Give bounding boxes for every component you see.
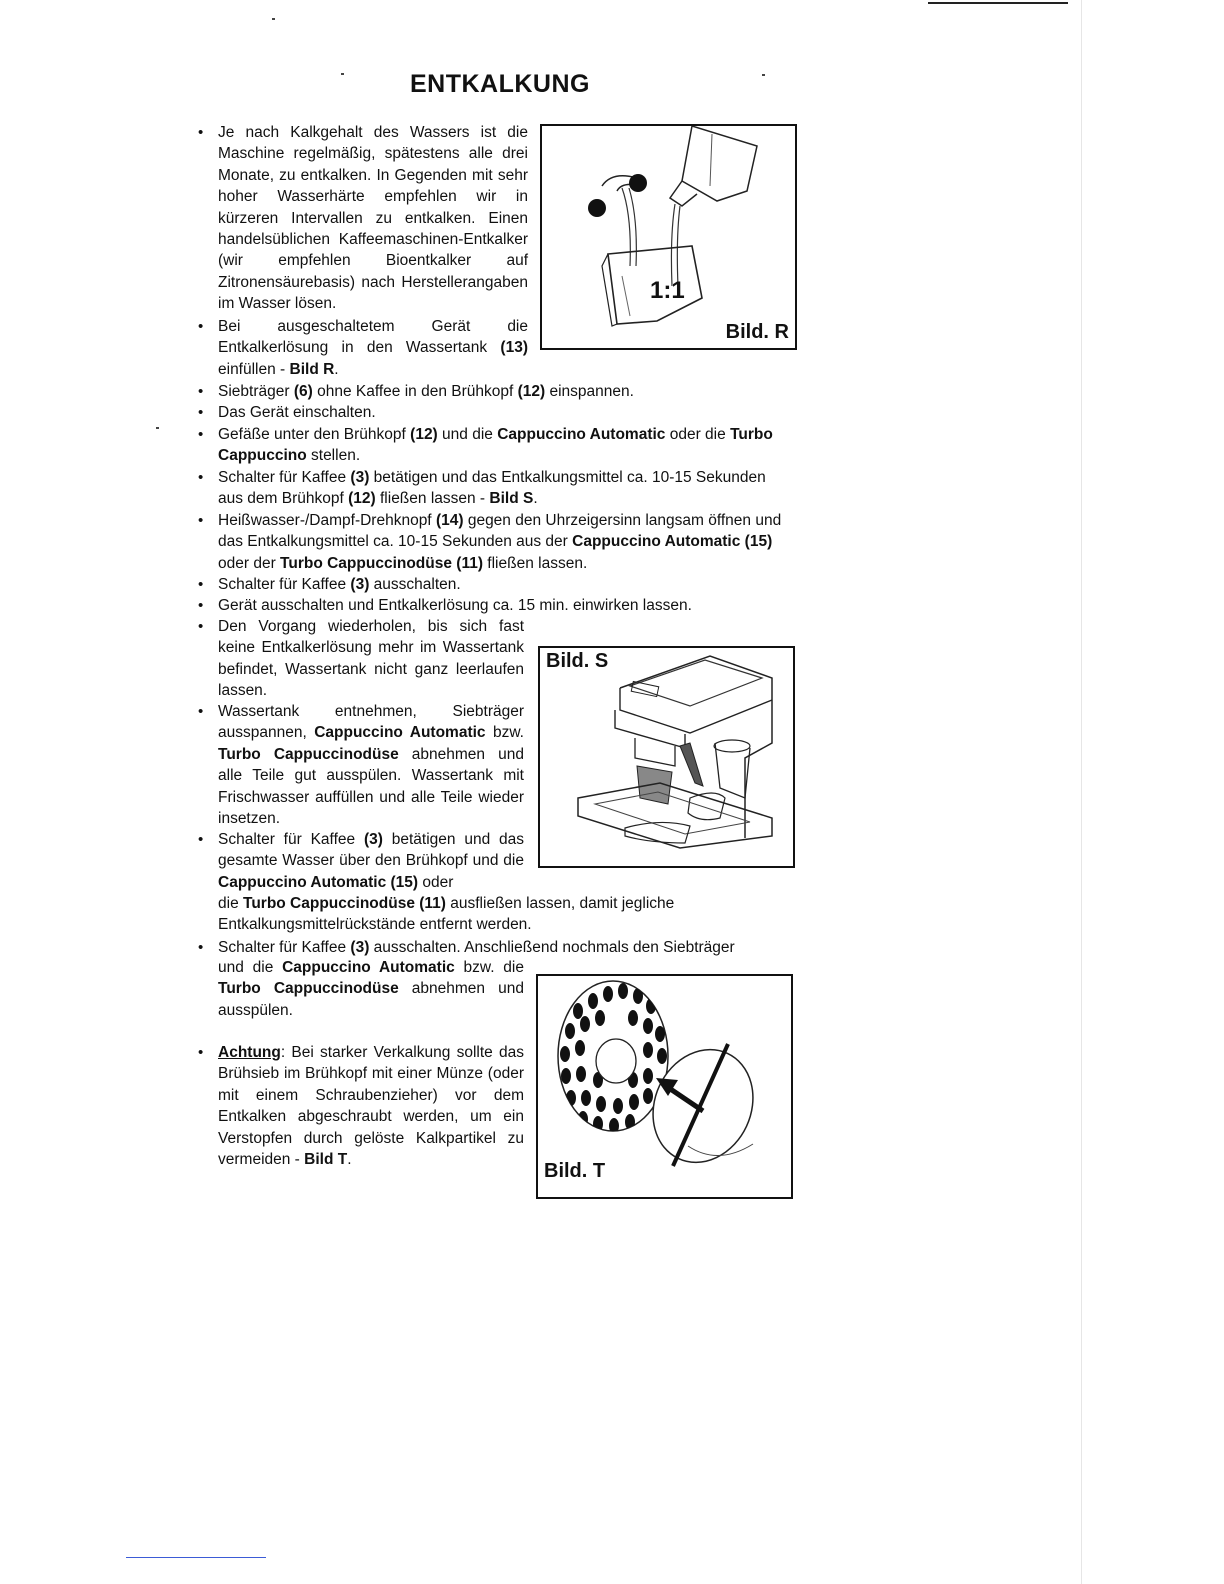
item-text: . [347,1151,352,1169]
page-title: ENTKALKUNG [410,70,590,98]
figure-ref: Bild S [489,490,534,508]
item-ref: (12) [348,490,376,508]
figure-bild-t [536,974,793,1199]
item-text: Den Vorgang wiederholen, bis sich fast keine Entkalkerlösung mehr im Wassertank befindet, Wassertank nicht ganz leerlaufen lassen. [218,618,524,700]
item-ref: Cappuccino Automatic (15) [218,873,419,891]
item-text: Gerät ausschalten und Entkalkerlösung ca. 15 min. einwirken lassen. [218,597,692,614]
item-ref: (13) [500,339,528,357]
item-text: Gefäße unter den Brühkopf [218,426,411,443]
item-ref: (12) [410,426,438,443]
item-text: abnehmen und alle Teile gut ausspülen. Wassertank mit Frischwasser auffüllen und alle Teile wieder insetzen. [218,745,524,828]
item-text: ohne Kaffee in den Brühkopf [312,383,518,400]
item-text: einfüllen - [218,360,290,378]
item-text: ausfließen lassen, damit jegliche Entkalkungsmittelrückstände entfernt werden. [218,895,675,934]
list-item [218,574,793,595]
item-text: oder der [218,554,281,572]
page-edge-line [1081,0,1082,1584]
list-item [218,701,524,829]
list-item [218,381,793,402]
item-text: Schalter für Kaffee [218,831,364,848]
item-text: Bei ausgeschaltetem Gerät die Entkalkerlösung in den Wassertank [218,318,528,357]
item-ref: Turbo Cappuccinodüse (11) [280,554,483,572]
item-ref: Turbo Cappuccinodüse [218,745,399,763]
item-ref: (6) [293,383,313,400]
item-ref: (12) [517,383,546,400]
list-item [218,616,524,702]
warning-label: Achtung [218,1044,281,1061]
list-item [218,316,528,380]
item-text: ausschalten. [369,576,461,593]
list-item [218,467,793,510]
top-rule [928,2,1068,4]
list-item [218,1042,524,1170]
item-text: fließen lassen - [375,490,490,508]
item-text: fließen lassen. [483,554,588,572]
list-item-continuation [218,957,524,1021]
item-ref: Turbo Cappuccino [218,426,773,465]
item-text: bzw. die [454,959,524,976]
item-text: gegen den Uhrzeigersinn langsam öffnen und das Entkalkungsmittel ca. 10-15 Sekunden aus der [218,512,782,551]
item-ref: (3) [350,939,370,956]
item-ref: (3) [350,469,370,486]
figure-label: Bild. R [725,321,789,343]
list-item [218,595,793,616]
item-text: Heißwasser-/Dampf-Drehknopf [218,512,436,529]
item-text: die [218,895,243,912]
item-text: . [334,360,339,378]
list-item-continuation [218,893,793,936]
item-ref: Cappuccino Automatic [497,426,666,443]
item-text: und die [437,426,498,443]
item-ref: Cappuccino Automatic [282,959,455,976]
item-text: bzw. [485,724,524,742]
figure-ref: Bild R [289,360,335,378]
list-item [218,937,793,958]
item-text: Wassertank entnehmen, Siebträger ausspannen, [218,703,524,742]
figure-bild-s [538,646,795,868]
item-ref: Turbo Cappuccinodüse [218,980,399,998]
item-text: betätigen und das gesamte Wasser über den Brühkopf und die [218,831,524,870]
list-item [218,122,528,315]
item-text: Schalter für Kaffee [218,469,351,486]
figure-label: Bild. S [546,650,609,672]
item-text: Das Gerät einschalten. [218,404,376,421]
item-text: ausschalten. Anschließend nochmals den Siebträger [369,939,735,956]
item-text: betätigen und das Entkalkungsmittel ca. 10-15 Sekunden aus dem Brühkopf [218,469,766,508]
espresso-machine-illustration [540,648,793,866]
list-item [218,402,793,423]
list-item [218,424,793,467]
list-item [218,510,793,574]
item-text: abnehmen und ausspülen. [218,980,524,1019]
descaler-pouring-illustration [542,126,795,348]
item-ref: Cappuccino Automatic (15) [572,533,773,551]
ratio-label: 1:1 [650,277,685,304]
figure-label: Bild. T [544,1160,606,1182]
item-text: . [533,490,538,508]
scan-speck [156,427,159,429]
item-text: Je nach Kalkgehalt des Wassers ist die Maschine regelmäßig, spätestens alle drei Monate, zu entkalken. In Gegenden mit sehr hoher Wasserhärte empfehlen wir in kürzeren Intervallen zu entkalken. Einen handelsüblichen Kaffeemaschinen-Entkalker (wir empfehlen Bioentkalker auf Zitronensäurebasis) nach Herstellerangaben im Wasser lösen. [218,124,528,313]
item-text: Schalter für Kaffee [218,939,351,956]
figure-bild-r [540,124,797,350]
screen-center [596,1039,636,1083]
item-text: oder [418,873,454,891]
item-text: stellen. [306,447,361,465]
item-ref: Turbo Cappuccinodüse (11) [243,895,446,912]
item-text: einspannen. [545,383,634,400]
bottom-rule [126,1557,266,1558]
list-item [218,829,524,893]
figure-ref: Bild T [304,1151,348,1169]
item-text: oder die [665,426,731,443]
item-text: Schalter für Kaffee [218,576,351,593]
item-text: : Bei starker Verkalkung sollte das Brühsieb im Brühkopf mit einer Münze (oder mit einem Schraubenzieher) vor dem Entkalken abgeschraubt werden, um ein Verstopfen durch gelöste Kalkpartikel zu vermeiden - [218,1044,524,1169]
item-ref: (14) [435,512,464,529]
item-ref: (3) [350,576,370,593]
item-text: Siebträger [218,383,294,400]
scan-speck [272,18,275,20]
item-ref: Cappuccino Automatic [314,724,486,742]
item-text: und die [218,959,283,976]
item-ref: (3) [363,831,383,848]
